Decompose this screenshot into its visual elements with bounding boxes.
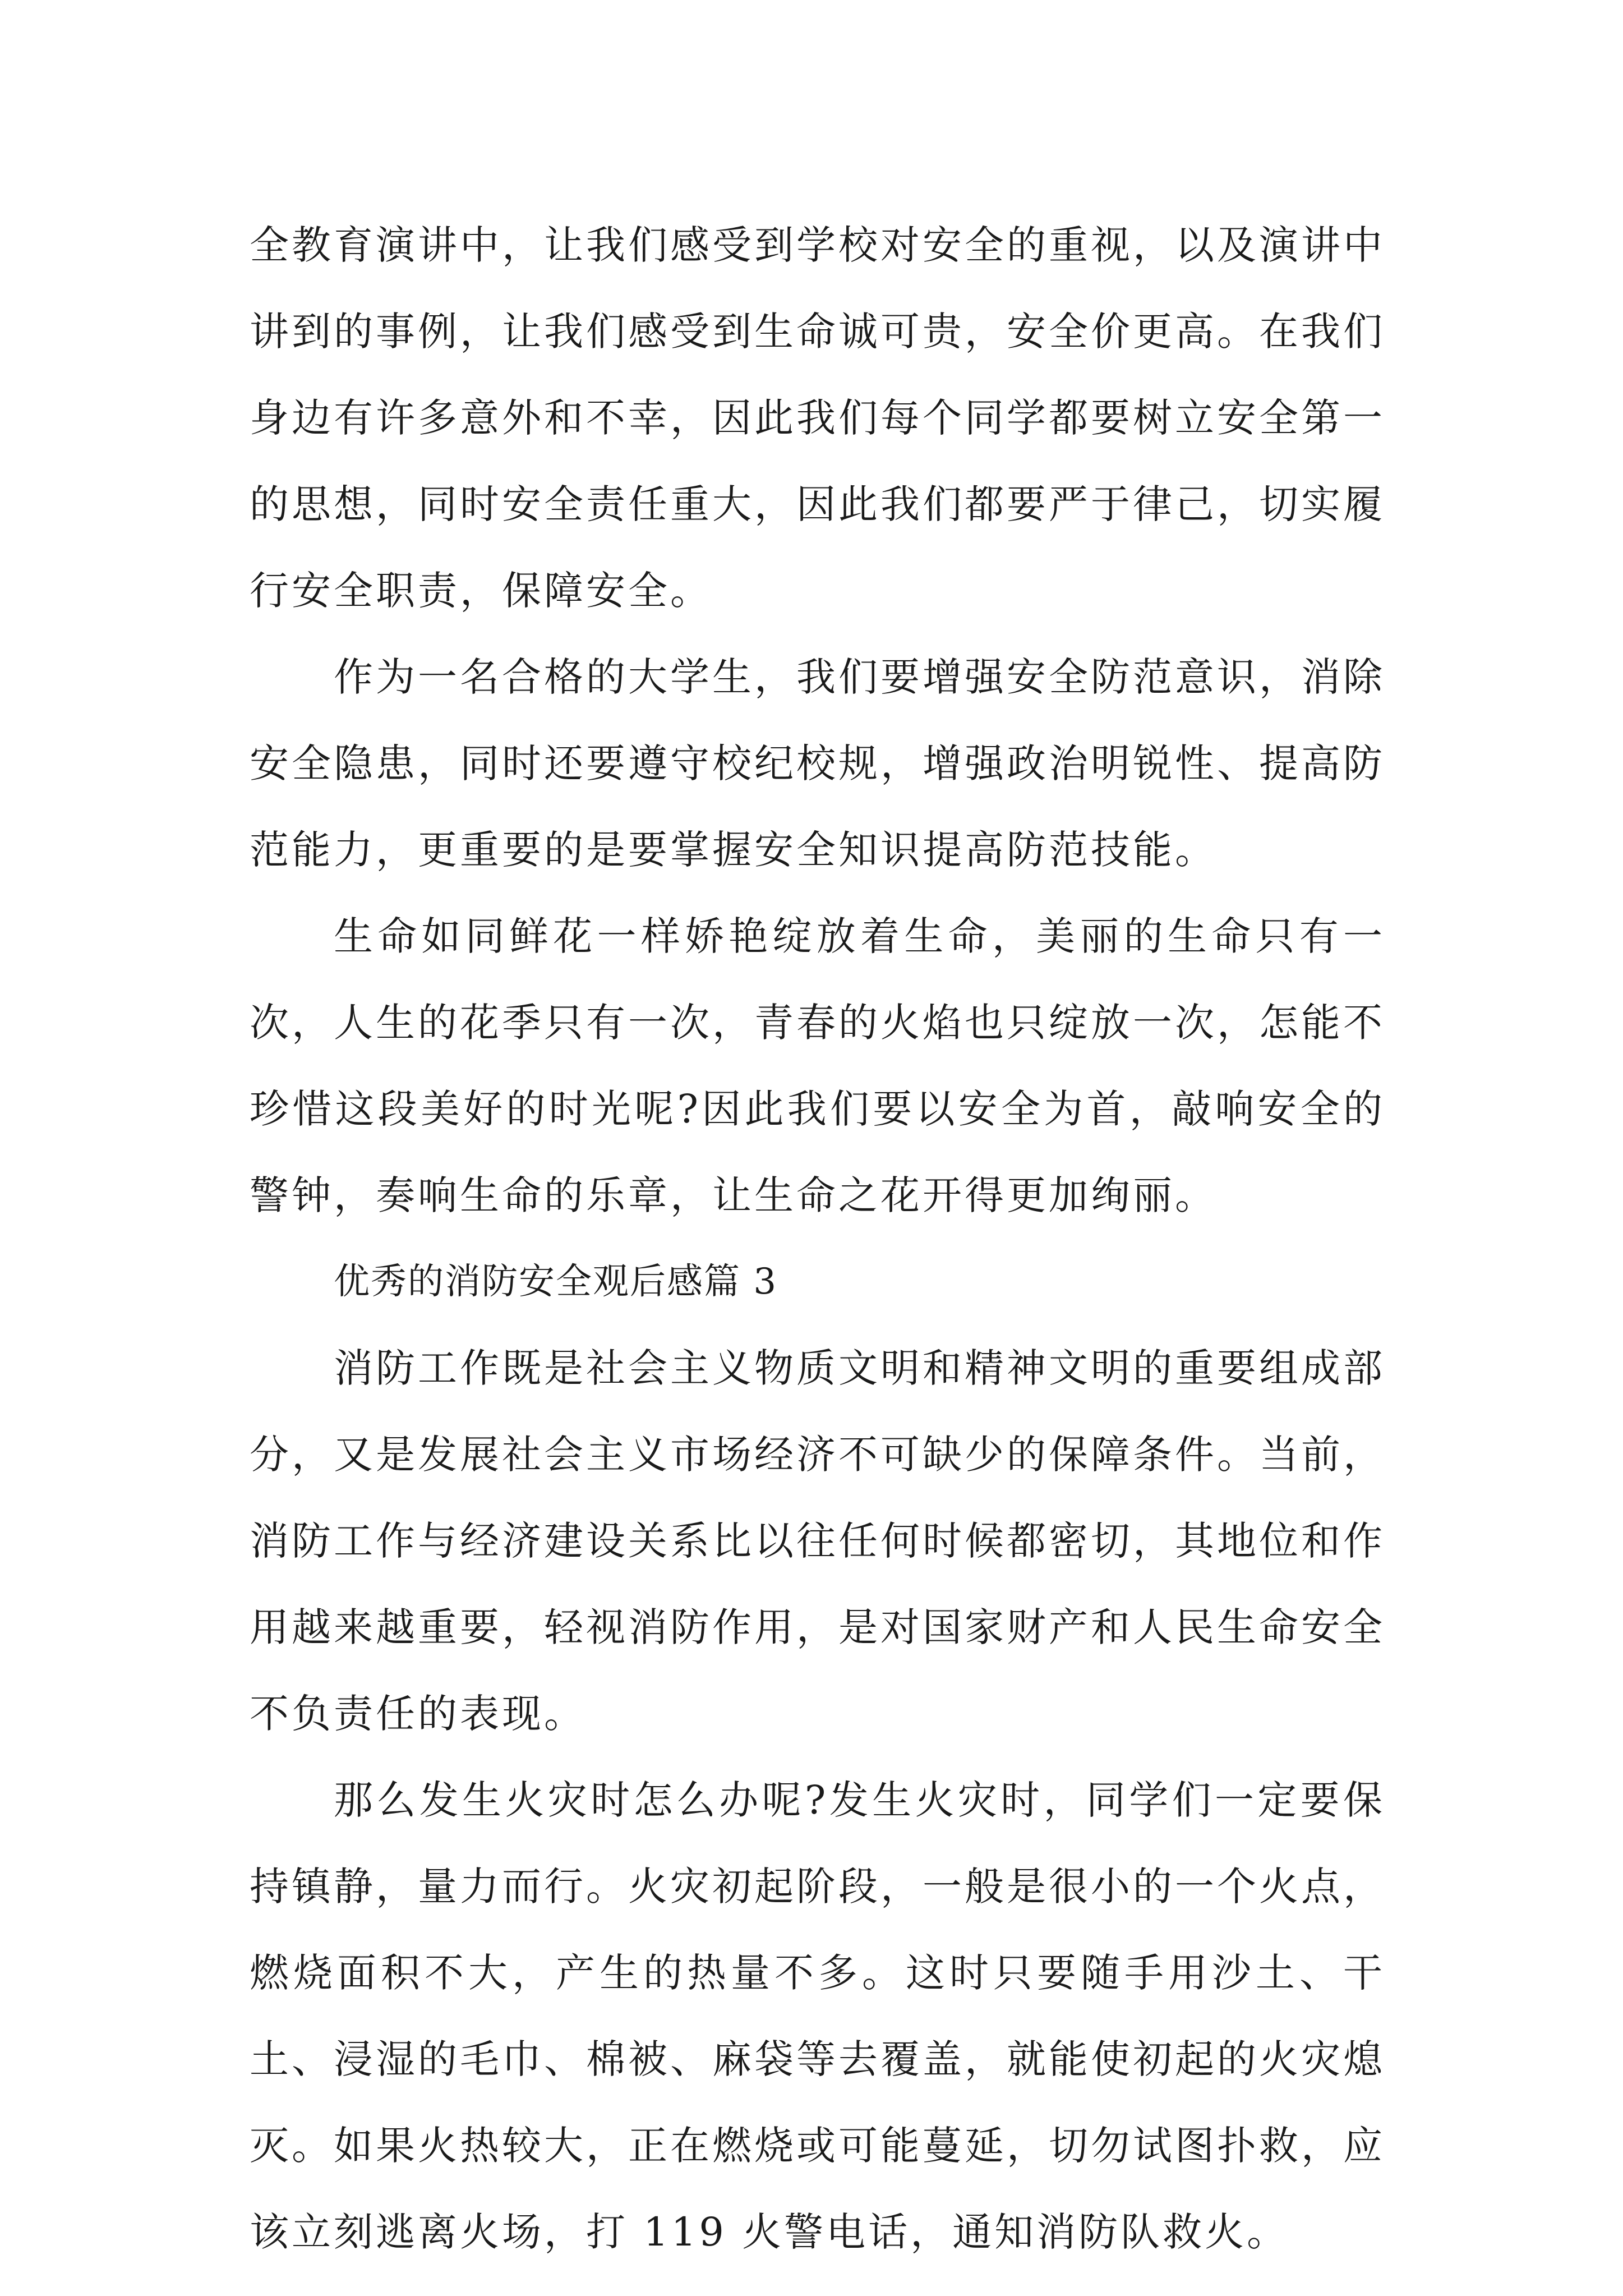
paragraph: 那么发生火灾时怎么办呢?发生火灾时，同学们一定要保持镇静，量力而行。火灾初起阶段，一般是很小的一个火点，燃烧面积不大，产生的热量不多。这时只要随手用沙土、干土、浸湿的毛巾、棉被、麻袋等去覆盖，就能使初起的火灾熄灭。如果火热较大，正在燃烧或可能蔓延，切勿试图扑救，应该立刻逃离火场，打 119 火警电话，通知消防队救火。 bbox=[250, 1777, 1385, 2255]
paragraph: 生命如同鲜花一样娇艳绽放着生命，美丽的生命只有一次，人生的花季只有一次，青春的火焰也只绽放一次，怎能不珍惜这段美好的时光呢?因此我们要以安全为首，敲响安全的警钟，奏响生命的乐章，让生命之花开得更加绚丽。 bbox=[250, 913, 1385, 1218]
paragraph-continuation: 全教育演讲中，让我们感受到学校对安全的重视，以及演讲中讲到的事例，让我们感受到生命诚可贵，安全价更高。在我们身边有许多意外和不幸，因此我们每个同学都要树立安全第一的思想，同时安全责任重大，因此我们都要严于律己，切实履行安全职责，保障安全。 bbox=[250, 222, 1385, 614]
paragraph: 消防工作既是社会主义物质文明和精神文明的重要组成部分，又是发展社会主义市场经济不可缺少的保障条件。当前，消防工作与经济建设关系比以往任何时候都密切，其地位和作用越来越重要，轻视消防作用，是对国家财产和人民生命安全不负责任的表现。 bbox=[250, 1345, 1385, 1737]
paragraph: 作为一名合格的大学生，我们要增强安全防范意识，消除安全隐患，同时还要遵守校纪校规，增强政治明锐性、提高防范能力，更重要的是要掌握安全知识提高防范技能。 bbox=[250, 654, 1385, 873]
section-heading: 优秀的消防安全观后感篇 3 bbox=[334, 1261, 778, 1303]
document-body bbox=[250, 202, 1385, 2275]
